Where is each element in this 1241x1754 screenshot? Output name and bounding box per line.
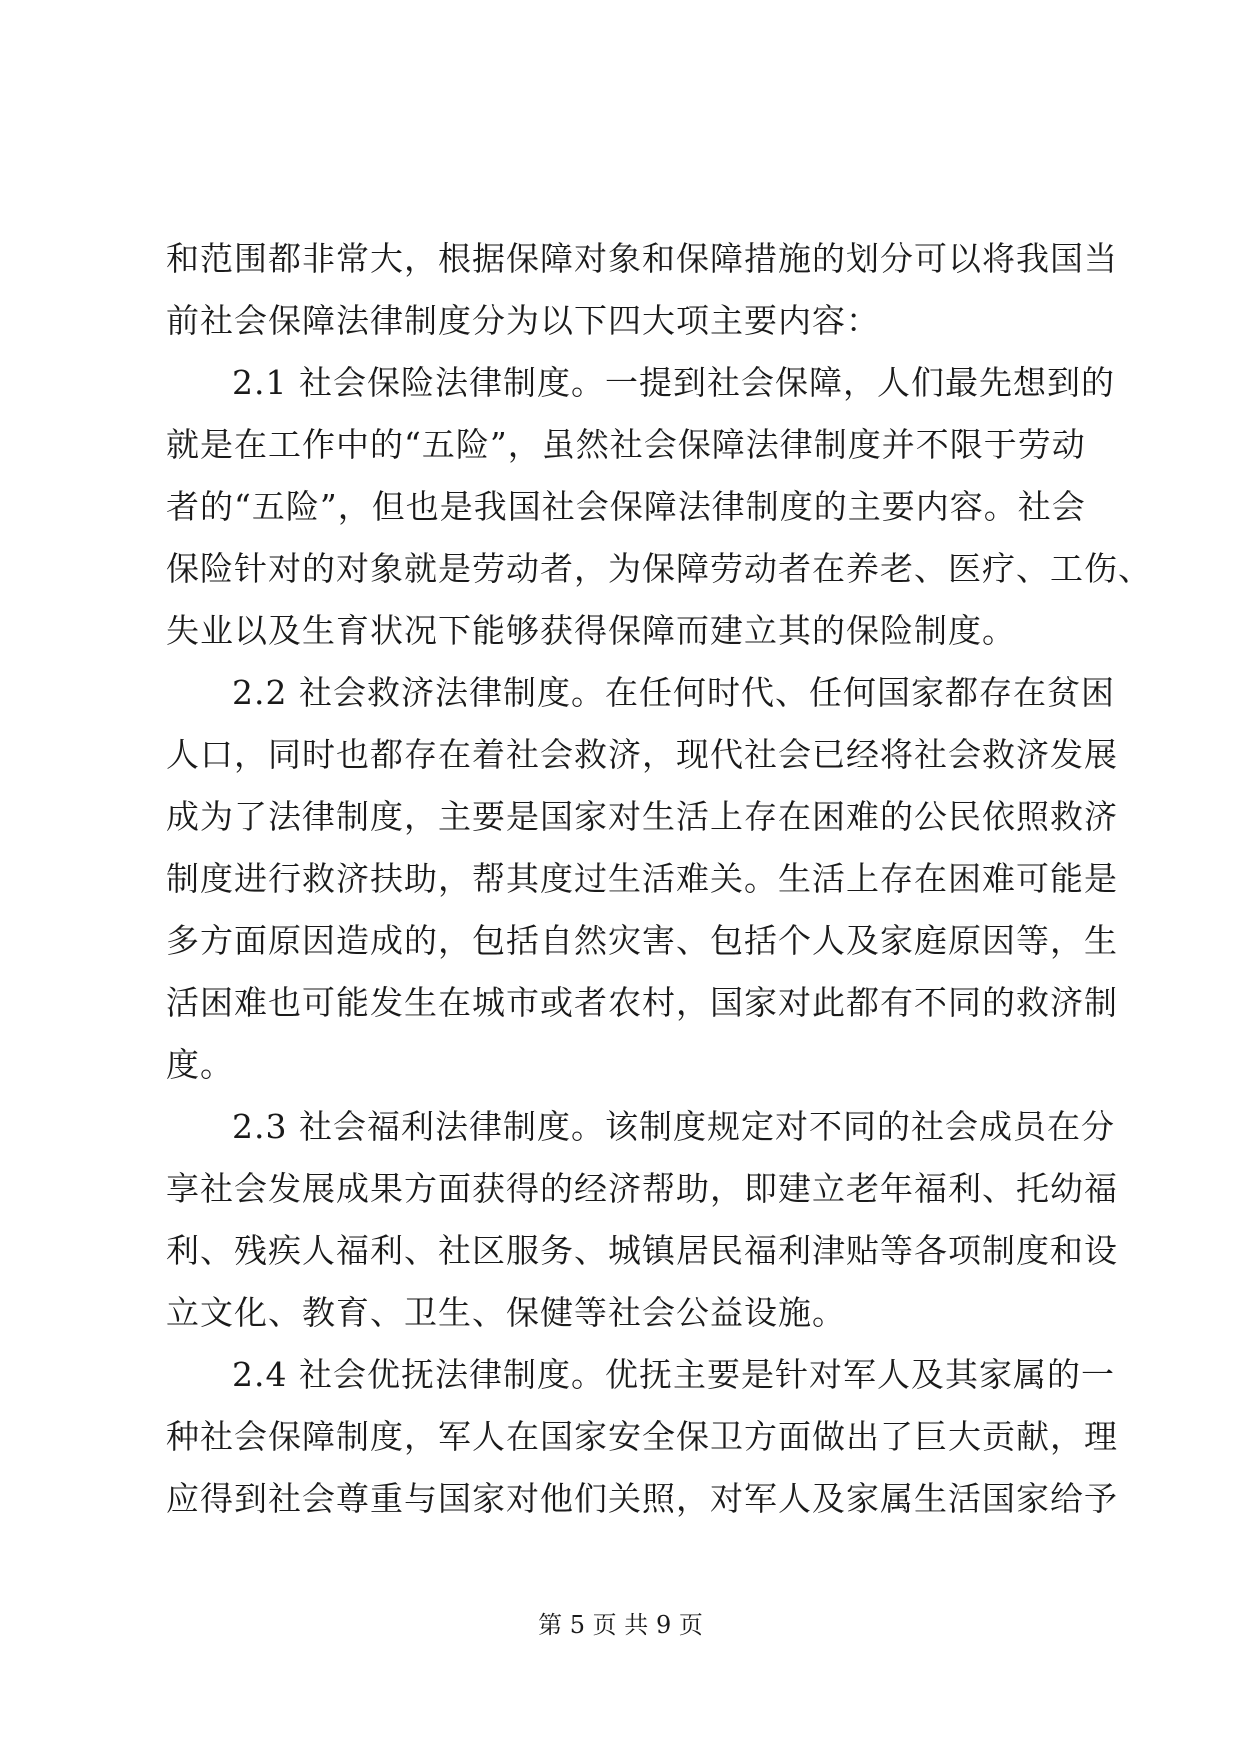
text-line: 和范围都非常大，根据保障对象和保障措施的划分可以将我国当	[166, 239, 1118, 278]
section-2-2-heading-line: 2.2 社会救济法律制度。在任何时代、任何国家都存在贫困	[232, 673, 1115, 712]
text-line: 制度进行救济扶助，帮其度过生活难关。生活上存在困难可能是	[166, 859, 1118, 898]
text-line: 利、残疾人福利、社区服务、城镇居民福利津贴等各项制度和设	[166, 1231, 1118, 1270]
section-2-1-heading-line: 2.1 社会保险法律制度。一提到社会保障，人们最先想到的	[232, 363, 1115, 402]
text-line: 失业以及生育状况下能够获得保障而建立其的保险制度。	[166, 611, 1016, 650]
page-number-footer: 第 5 页 共 9 页	[538, 1611, 703, 1639]
text-line: 成为了法律制度，主要是国家对生活上存在困难的公民依照救济	[166, 797, 1118, 836]
text-line: 就是在工作中的“五险”，虽然社会保障法律制度并不限于劳动	[166, 425, 1086, 464]
body-text	[166, 228, 1152, 1530]
text-line: 度。	[166, 1045, 234, 1084]
section-2-3-heading-line: 2.3 社会福利法律制度。该制度规定对不同的社会成员在分	[232, 1107, 1115, 1146]
text-line: 种社会保障制度，军人在国家安全保卫方面做出了巨大贡献，理	[166, 1417, 1118, 1456]
text-line: 人口，同时也都存在着社会救济，现代社会已经将社会救济发展	[166, 735, 1118, 774]
text-line: 立文化、教育、卫生、保健等社会公益设施。	[166, 1293, 846, 1332]
text-line: 多方面原因造成的，包括自然灾害、包括个人及家庭原因等，生	[166, 921, 1118, 960]
text-line: 保险针对的对象就是劳动者，为保障劳动者在养老、医疗、工伤、	[166, 549, 1152, 588]
section-2-4-heading-line: 2.4 社会优抚法律制度。优抚主要是针对军人及其家属的一	[232, 1355, 1115, 1394]
text-line: 活困难也可能发生在城市或者农村，国家对此都有不同的救济制	[166, 983, 1118, 1022]
text-line: 前社会保障法律制度分为以下四大项主要内容：	[166, 301, 880, 340]
text-line: 者的“五险”，但也是我国社会保障法律制度的主要内容。社会	[166, 487, 1086, 526]
text-line: 享社会发展成果方面获得的经济帮助，即建立老年福利、托幼福	[166, 1169, 1118, 1208]
text-line: 应得到社会尊重与国家对他们关照，对军人及家属生活国家给予	[166, 1479, 1118, 1518]
